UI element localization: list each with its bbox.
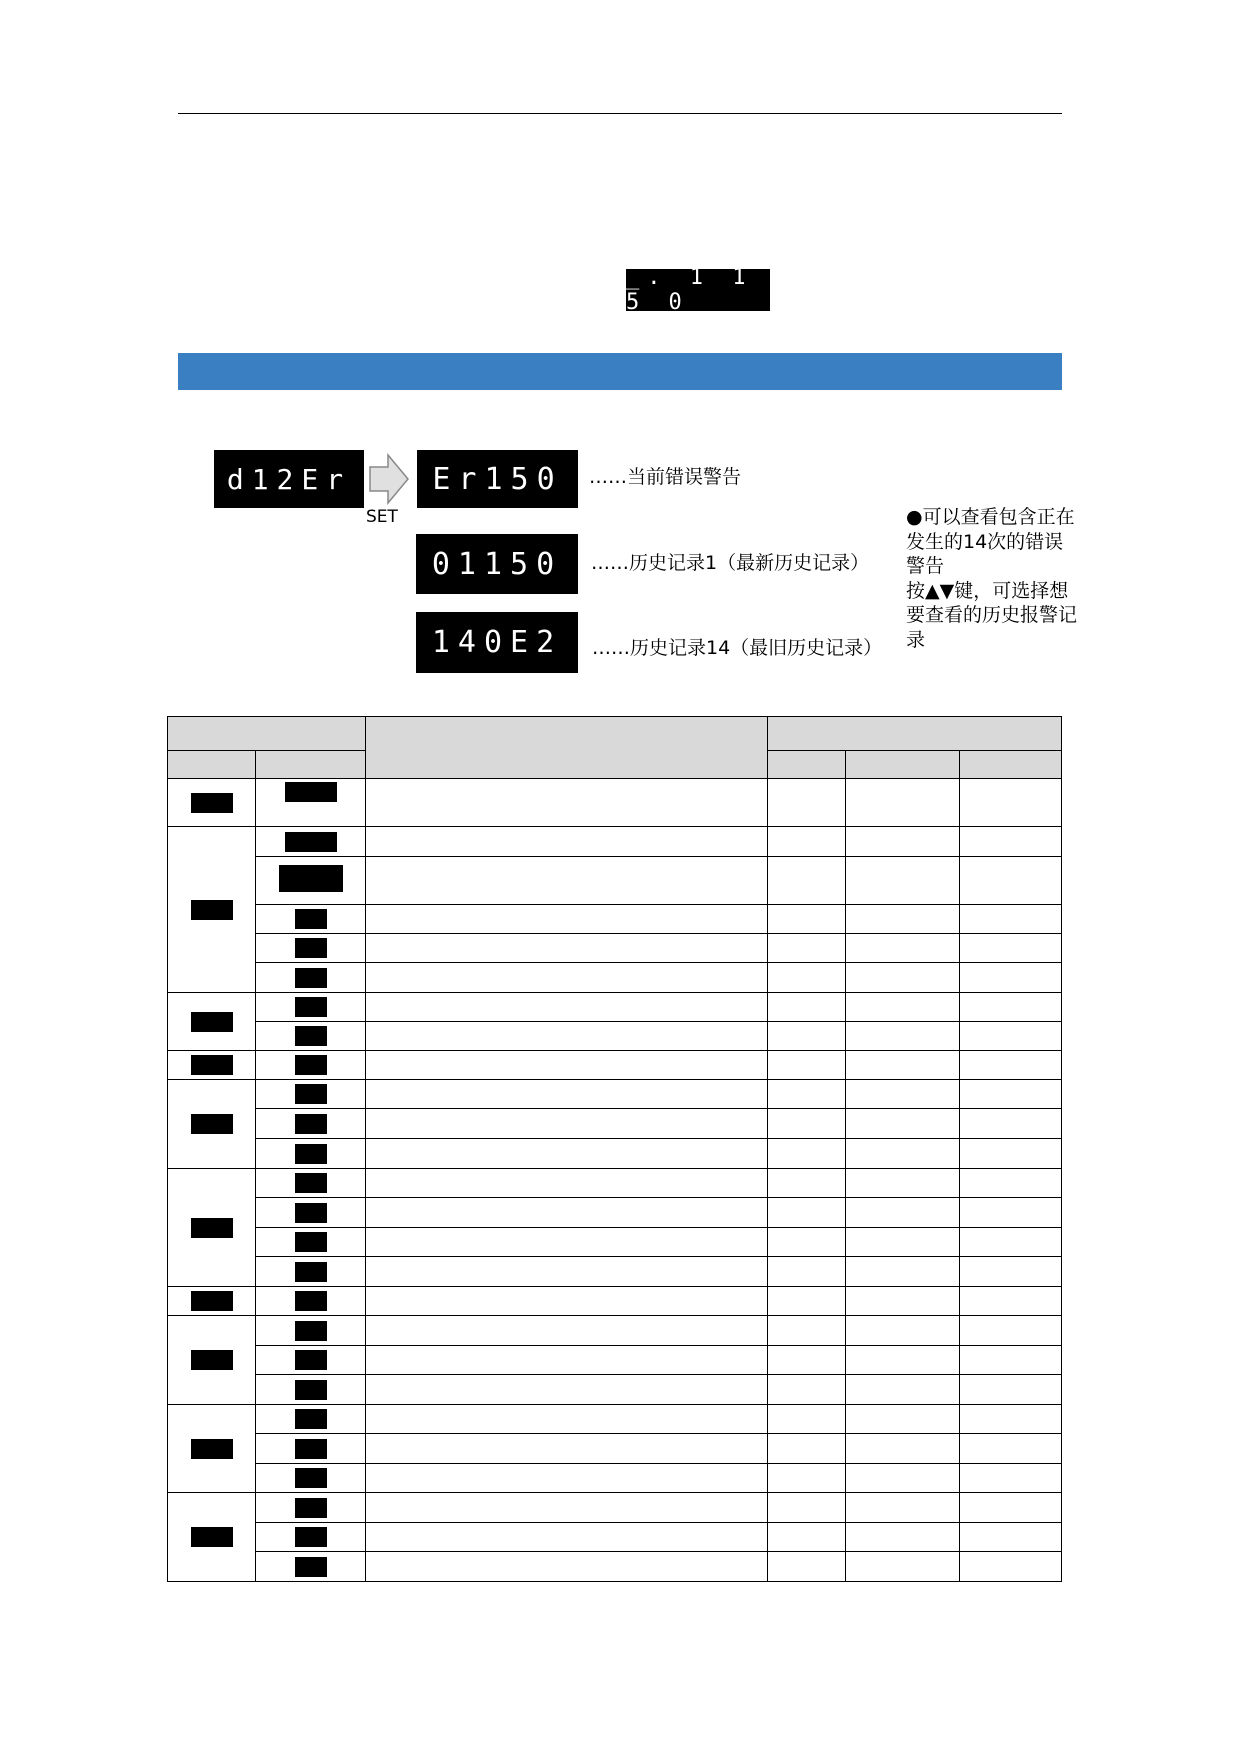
main-code-cell — [168, 1051, 256, 1080]
sub-code-box — [295, 1350, 327, 1370]
table-row — [168, 934, 1062, 963]
sub-code-cell — [256, 993, 366, 1022]
main-code-box — [191, 1439, 233, 1459]
main-code-box — [191, 1350, 233, 1370]
sub-code-box — [295, 997, 327, 1017]
main-code-cell — [168, 1169, 256, 1287]
content-cell — [366, 1139, 768, 1169]
sub-code-box — [295, 1144, 327, 1164]
table-row — [168, 1080, 1062, 1109]
sub-code-box — [295, 1409, 327, 1429]
side-note-line1: ●可以查看包含正在发生的14次的错误警告 — [906, 506, 1075, 577]
table-header-attr-group — [768, 717, 1062, 751]
main-code-box — [191, 1012, 233, 1032]
sub-code-cell — [256, 1051, 366, 1080]
main-code-cell — [168, 1080, 256, 1169]
table-row — [168, 963, 1062, 993]
sub-code-box — [285, 832, 337, 852]
main-code-cell — [168, 1316, 256, 1405]
content-cell — [366, 779, 768, 827]
content-cell — [366, 934, 768, 963]
error-code-table — [167, 716, 1062, 1582]
content-cell — [366, 1552, 768, 1582]
main-code-box — [191, 1527, 233, 1547]
main-code-box — [191, 1114, 233, 1134]
sub-code-cell — [256, 1287, 366, 1316]
sub-code-cell — [256, 1316, 366, 1346]
table-row — [168, 993, 1062, 1022]
content-cell — [366, 1434, 768, 1464]
table-header-attr1 — [768, 751, 846, 779]
table-row — [168, 779, 1062, 827]
table-row — [168, 1375, 1062, 1405]
sub-code-cell — [256, 1493, 366, 1523]
table-row — [168, 857, 1062, 905]
table-row — [168, 1434, 1062, 1464]
main-code-box — [191, 900, 233, 920]
main-code-box — [191, 1291, 233, 1311]
sub-code-box — [295, 1055, 327, 1075]
current-error-note: ……当前错误警告 — [589, 466, 742, 488]
table-header-sub-code — [256, 751, 366, 779]
content-cell — [366, 1080, 768, 1109]
sub-code-cell — [256, 1139, 366, 1169]
sub-code-box — [295, 1557, 327, 1577]
sub-code-cell — [256, 1169, 366, 1198]
content-cell — [366, 963, 768, 993]
table-header-attr2 — [846, 751, 960, 779]
section-bar — [178, 353, 1062, 390]
table-header-main-code — [168, 751, 256, 779]
sub-code-cell — [256, 934, 366, 963]
sub-code-cell — [256, 1346, 366, 1375]
content-cell — [366, 1051, 768, 1080]
sub-code-box — [295, 1084, 327, 1104]
content-cell — [366, 1464, 768, 1493]
table-row — [168, 1346, 1062, 1375]
table-row — [168, 1022, 1062, 1051]
sub-code-box — [295, 1173, 327, 1193]
main-code-box — [191, 1218, 233, 1238]
table-row — [168, 1139, 1062, 1169]
main-code-cell — [168, 827, 256, 993]
table-row — [168, 1287, 1062, 1316]
table-row — [168, 905, 1062, 934]
content-cell — [366, 857, 768, 905]
sub-code-box — [295, 909, 327, 929]
history1-note: ……历史记录1（最新历史记录） — [591, 552, 870, 574]
content-cell — [366, 1493, 768, 1523]
table-row — [168, 1051, 1062, 1080]
sub-code-cell — [256, 1405, 366, 1434]
content-cell — [366, 1287, 768, 1316]
history14-note: ……历史记录14（最旧历史记录） — [592, 637, 883, 659]
content-cell — [366, 905, 768, 934]
sub-code-box — [295, 1439, 327, 1459]
sub-code-cell — [256, 1257, 366, 1287]
sub-code-box — [295, 1321, 327, 1341]
content-cell — [366, 1198, 768, 1228]
table-row — [168, 1464, 1062, 1493]
sub-code-box — [295, 1380, 327, 1400]
side-note — [906, 505, 1081, 652]
header-rule — [178, 113, 1062, 114]
table-row — [168, 1257, 1062, 1287]
menu-display: d12Er — [214, 450, 364, 508]
table-header-attr3 — [960, 751, 1062, 779]
content-cell — [366, 1523, 768, 1552]
content-cell — [366, 1228, 768, 1257]
side-note-line2: 按▲▼键，可选择想要查看的历史报警记录 — [906, 579, 1078, 651]
sub-code-cell — [256, 1228, 366, 1257]
main-code-box — [191, 1055, 233, 1075]
sub-code-box — [295, 1203, 327, 1223]
sub-code-cell — [256, 1523, 366, 1552]
set-arrow-icon — [368, 453, 410, 505]
sub-code-cell — [256, 1375, 366, 1405]
sub-code-cell — [256, 1022, 366, 1051]
main-code-box — [191, 793, 233, 813]
sub-code-box — [295, 1026, 327, 1046]
table-row — [168, 1552, 1062, 1582]
sub-code-cell — [256, 1464, 366, 1493]
sub-code-cell — [256, 857, 366, 905]
table-row — [168, 1493, 1062, 1523]
main-code-cell — [168, 1493, 256, 1582]
sub-code-box — [295, 1468, 327, 1488]
sub-code-box — [295, 1262, 327, 1282]
sub-code-box — [295, 968, 327, 988]
history1-display: 01150 — [416, 534, 578, 594]
content-cell — [366, 993, 768, 1022]
table-row — [168, 1316, 1062, 1346]
sub-code-box — [295, 1527, 327, 1547]
content-cell — [366, 1169, 768, 1198]
table-header-code-group — [168, 717, 366, 751]
content-cell — [366, 1405, 768, 1434]
sub-code-box — [295, 1291, 327, 1311]
sub-code-cell — [256, 827, 366, 857]
sub-code-box — [285, 782, 337, 802]
main-code-cell — [168, 1405, 256, 1493]
content-cell — [366, 1346, 768, 1375]
main-code-cell — [168, 1287, 256, 1316]
set-label: SET — [366, 507, 398, 527]
table-header-content — [366, 717, 768, 779]
sub-code-box — [279, 865, 343, 892]
sub-code-box — [295, 1232, 327, 1252]
table-row — [168, 1405, 1062, 1434]
table-row — [168, 1169, 1062, 1198]
main-code-cell — [168, 993, 256, 1051]
sub-code-box — [295, 1114, 327, 1134]
sub-code-cell — [256, 905, 366, 934]
table-row — [168, 1198, 1062, 1228]
content-cell — [366, 1109, 768, 1139]
content-cell — [366, 1375, 768, 1405]
sub-code-cell — [256, 1109, 366, 1139]
current-error-display: Er150 — [417, 450, 578, 508]
table-row — [168, 1109, 1062, 1139]
top-display: _. 1 1 5 0 — [626, 269, 770, 311]
sub-code-cell — [256, 779, 366, 827]
table-row — [168, 827, 1062, 857]
sub-code-box — [295, 938, 327, 958]
history14-display: 140E2 — [416, 612, 578, 673]
content-cell — [366, 827, 768, 857]
sub-code-cell — [256, 1080, 366, 1109]
table-row — [168, 1523, 1062, 1552]
content-cell — [366, 1022, 768, 1051]
content-cell — [366, 1257, 768, 1287]
main-code-cell — [168, 779, 256, 827]
sub-code-cell — [256, 1198, 366, 1228]
sub-code-cell — [256, 1434, 366, 1464]
sub-code-cell — [256, 1552, 366, 1582]
content-cell — [366, 1316, 768, 1346]
sub-code-cell — [256, 963, 366, 993]
table-row — [168, 1228, 1062, 1257]
sub-code-box — [295, 1498, 327, 1518]
